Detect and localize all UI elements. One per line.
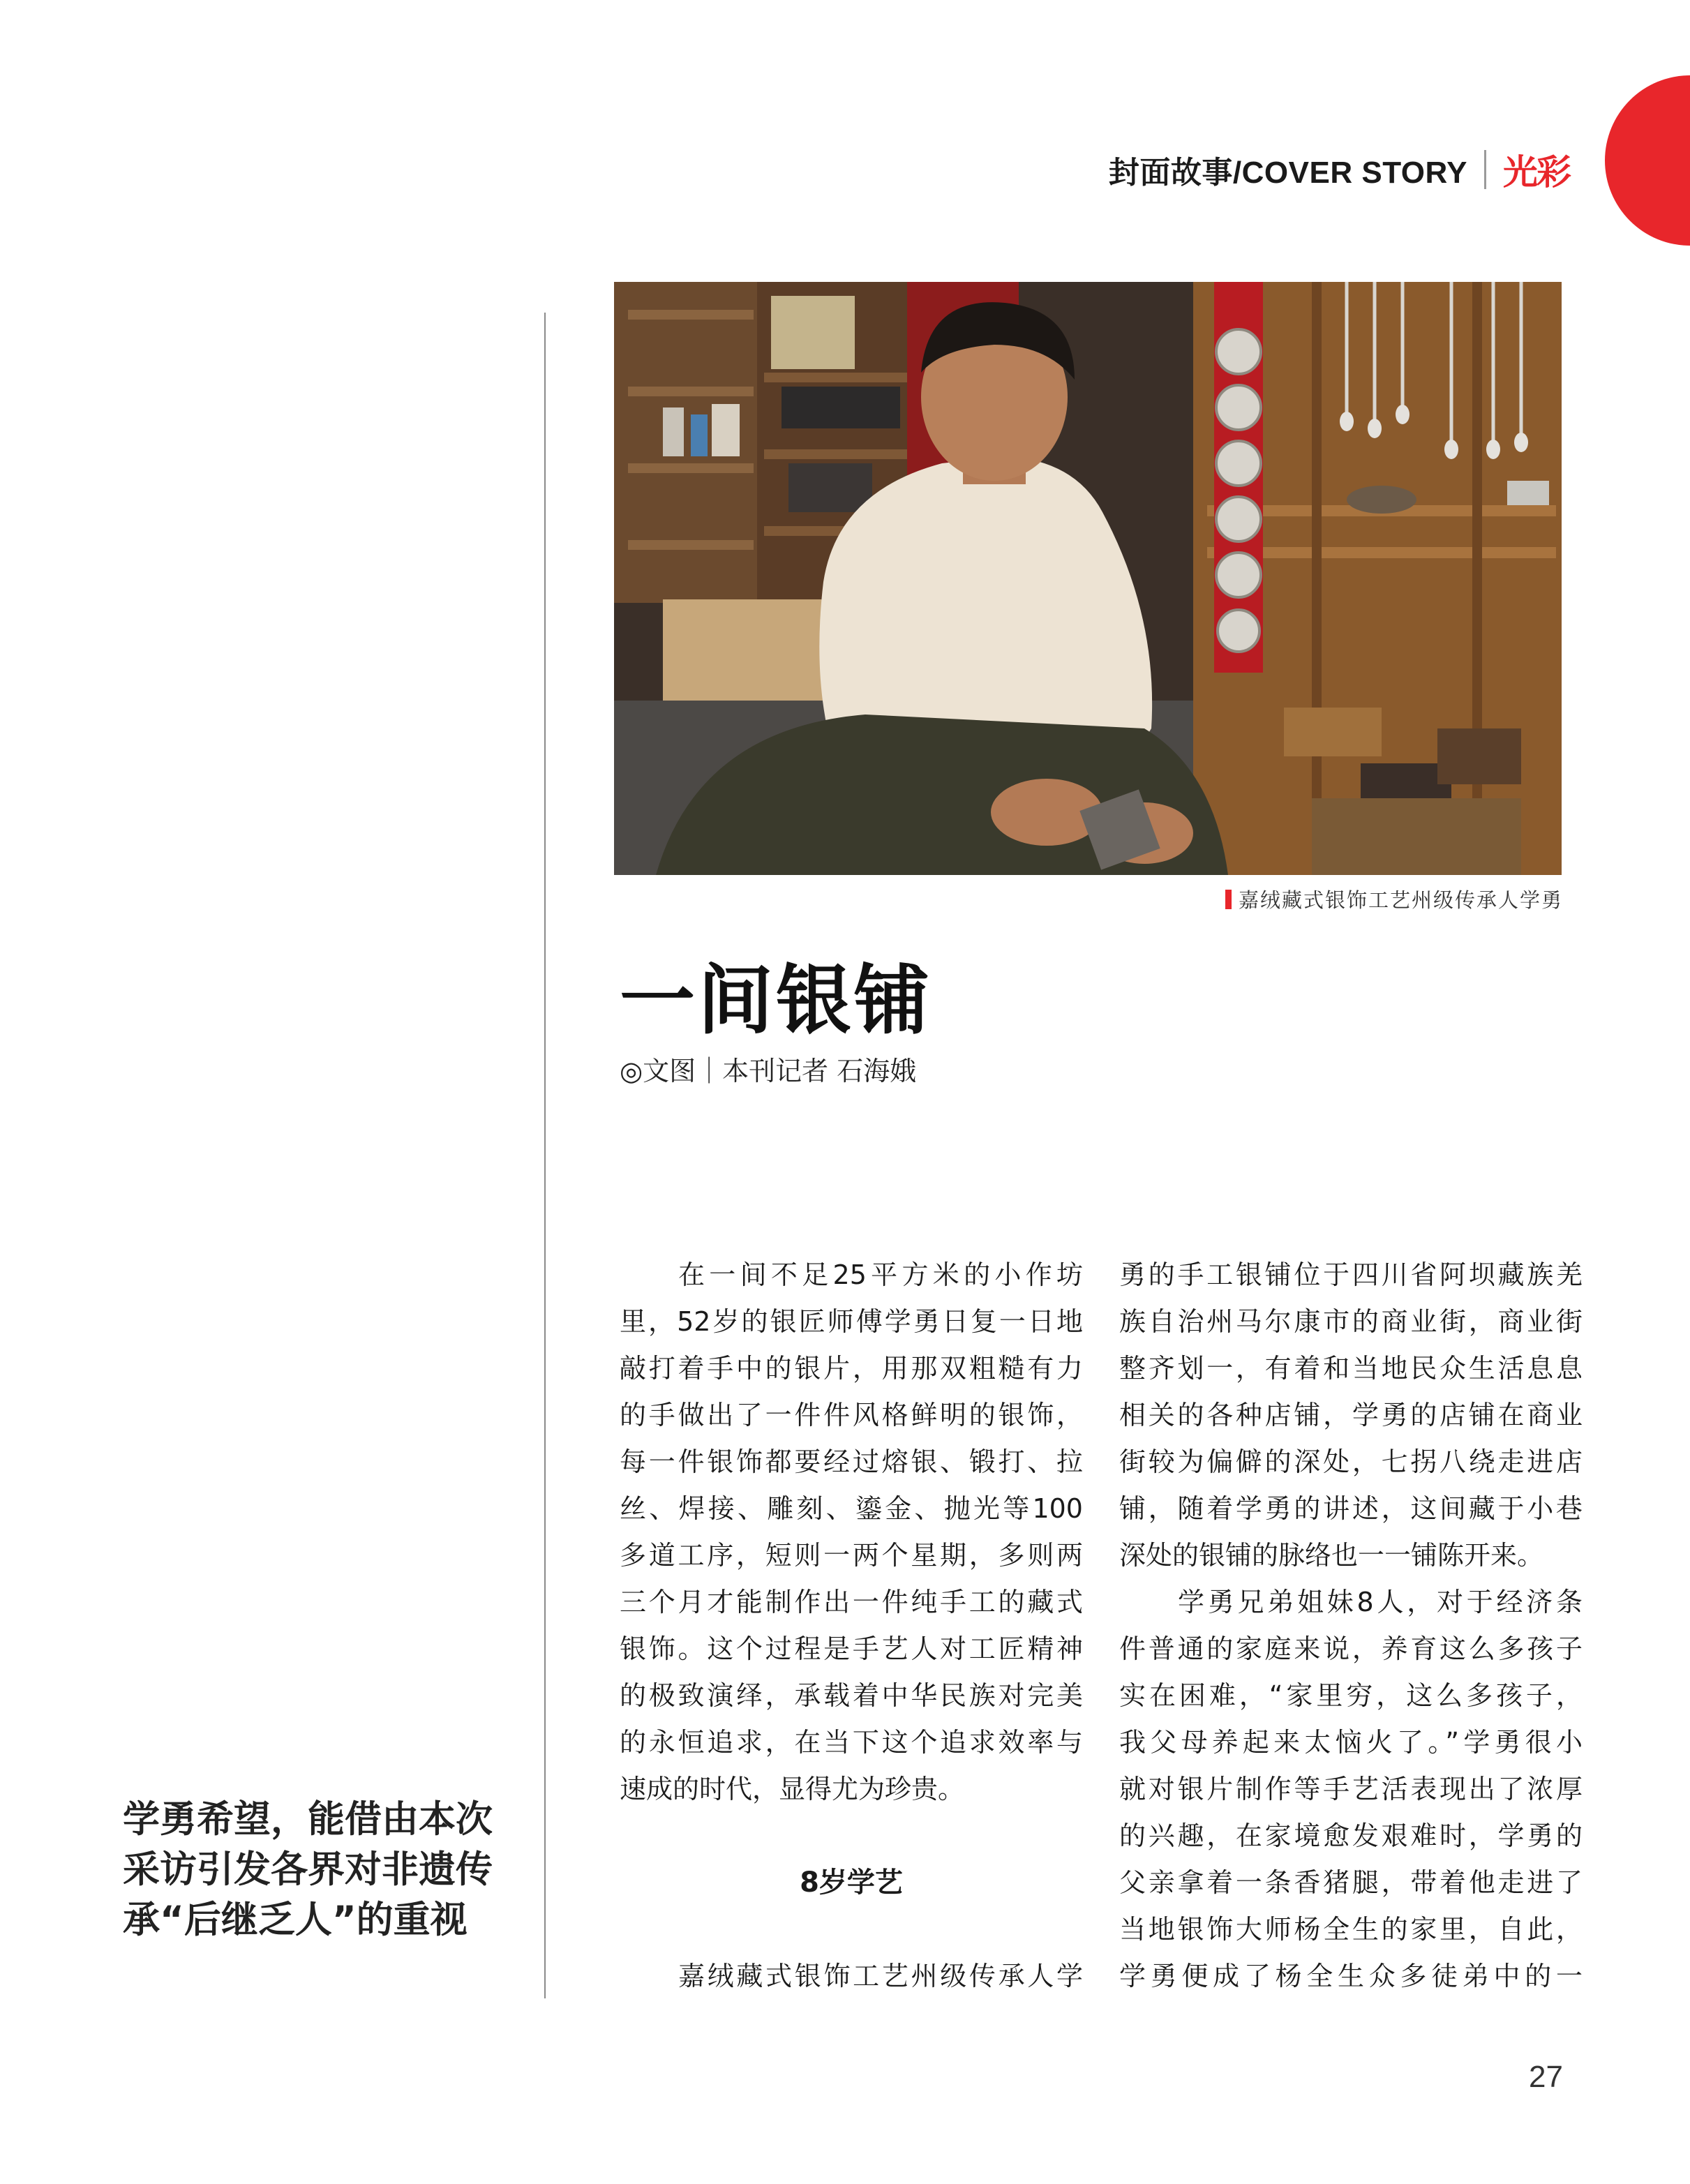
body-line: 多道工序，短则一两个星期，多则两: [620, 1540, 1083, 1571]
photo-caption: [1225, 885, 1563, 913]
body-line: 勇的手工银铺位于四川省阿坝藏族羌: [1119, 1259, 1583, 1290]
body-line: 三个月才能制作出一件纯手工的藏式: [620, 1587, 1083, 1617]
body-line: 的永恒追求，在当下这个追求效率与: [620, 1727, 1083, 1758]
article-byline: ◎文图｜本刊记者 石海娥: [620, 1056, 917, 1086]
caption-text: 嘉绒藏式银饰工艺州级传承人学勇: [1238, 888, 1563, 912]
body-line: 的兴趣，在家境愈发艰难时，学勇的: [1119, 1820, 1583, 1851]
caption-marker: [1225, 890, 1232, 909]
body-line: 每一件银饰都要经过熔银、锻打、拉: [620, 1446, 1083, 1477]
body-line: 学勇兄弟姐妹8人，对于经济条: [1178, 1587, 1583, 1617]
body-line: 里，52岁的银匠师傅学勇日复一日地: [620, 1306, 1083, 1337]
section-subheading: 8岁学艺: [800, 1867, 903, 1899]
magazine-logo: 光彩: [1503, 152, 1570, 193]
body-line: 件普通的家庭来说，养育这么多孩子: [1119, 1633, 1583, 1664]
body-line: 我父母养起来太恼火了。”学勇很小: [1119, 1727, 1583, 1758]
body-line: 当地银饰大师杨全生的家里，自此，: [1119, 1914, 1583, 1945]
body-line: 在一间不足25平方米的小作坊: [678, 1259, 1083, 1290]
body-line: 深处的银铺的脉络也一一铺陈开来。: [1119, 1540, 1544, 1571]
page-header: [1109, 145, 1570, 194]
body-line: 学勇便成了杨全生众多徒弟中的一: [1119, 1961, 1583, 1991]
body-line: 就对银片制作等手艺活表现出了浓厚: [1119, 1774, 1583, 1804]
silversmith-photo: [614, 282, 1562, 875]
header-divider: [1484, 150, 1486, 189]
body-line: 敲打着手中的银片，用那双粗糙有力: [620, 1353, 1083, 1384]
pull-quote: 学勇希望，能借由本次采访引发各界对非遗传承“后继乏人”的重视: [123, 1798, 493, 1941]
body-line: 实在困难，“家里穷，这么多孩子，: [1119, 1680, 1583, 1711]
body-line: 铺，随着学勇的讲述，这间藏于小巷: [1119, 1493, 1583, 1524]
body-line: 银饰。这个过程是手艺人对工匠精神: [620, 1633, 1083, 1664]
section-label: 封面故事/COVER STORY: [1108, 156, 1467, 190]
body-column-right: [1119, 1252, 1583, 2000]
red-corner-tab: [1605, 75, 1690, 246]
body-column-left: [620, 1252, 1083, 2000]
article-title: 一间银铺: [620, 957, 933, 1045]
body-line: 嘉绒藏式银饰工艺州级传承人学: [678, 1961, 1083, 1991]
body-line: 整齐划一，有着和当地民众生活息息: [1119, 1353, 1583, 1384]
body-line: 街较为偏僻的深处，七拐八绕走进店: [1119, 1446, 1583, 1477]
body-line: 的极致演绎，承载着中华民族对完美: [620, 1680, 1083, 1711]
body-line: 父亲拿着一条香猪腿，带着他走进了: [1119, 1867, 1583, 1898]
body-line: 相关的各种店铺，学勇的店铺在商业: [1119, 1400, 1583, 1430]
sidebar-rule: [544, 313, 546, 1998]
page-number: 27: [1529, 2060, 1563, 2094]
body-line: 族自治州马尔康市的商业街，商业街: [1119, 1306, 1583, 1337]
body-line: 速成的时代，显得尤为珍贵。: [620, 1774, 965, 1804]
body-line: 的手做出了一件件风格鲜明的银饰，: [620, 1400, 1083, 1430]
body-line: 丝、焊接、雕刻、鎏金、抛光等100: [620, 1493, 1083, 1524]
